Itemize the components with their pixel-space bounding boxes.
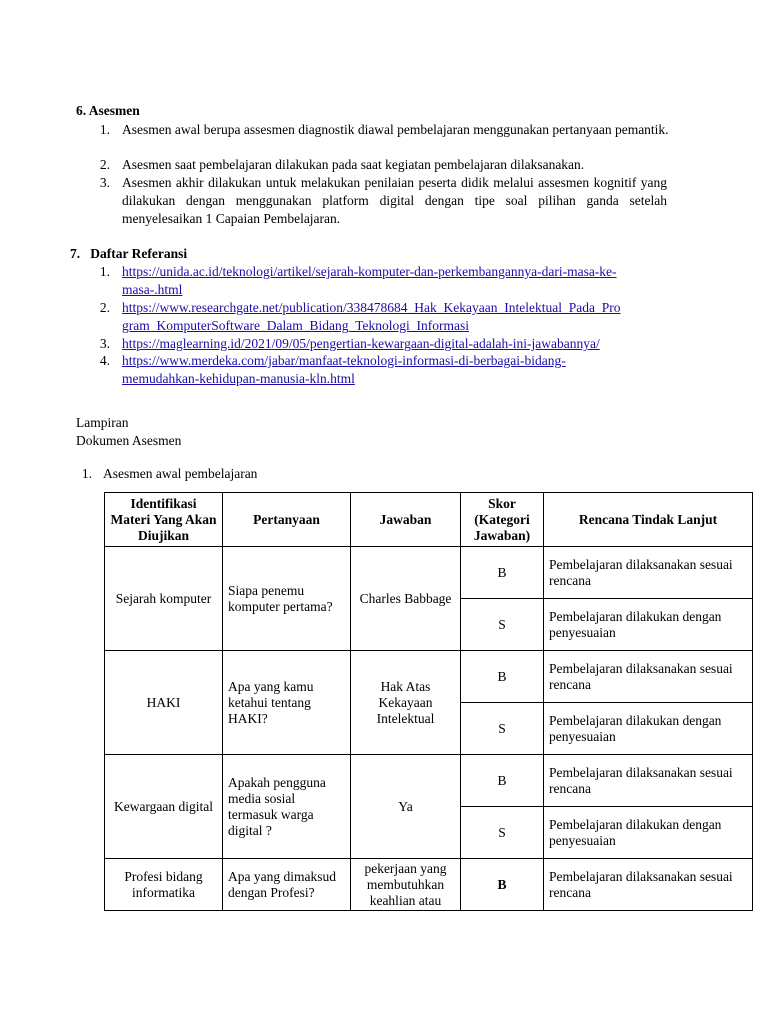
cell-rtl: Pembelajaran dilakukan dengan penyesuaian [544, 807, 753, 859]
lampiran-list-num: 1. [81, 466, 92, 481]
cell-skor: S [461, 807, 544, 859]
cell-jawaban: Charles Babbage [351, 547, 461, 651]
ref-4-num: 4. [99, 353, 110, 368]
ref-1-link-line1[interactable]: https://unida.ac.id/teknologi/artikel/sejarah-komputer-dan-perkembangannya-dari-masa-ke- [122, 264, 617, 279]
cell-rtl: Pembelajaran dilakukan dengan penyesuaian [544, 703, 753, 755]
cell-skor: B [461, 859, 544, 911]
table-row [105, 755, 753, 807]
cell-materi: HAKI [105, 651, 223, 755]
asesmen-item-2-num: 2. [99, 157, 110, 172]
cell-materi: Profesi bidang informatika [105, 859, 223, 911]
asesmen-item-3-num: 3. [99, 175, 110, 190]
asesmen-item-1-num: 1. [99, 122, 110, 137]
ref-4 [122, 352, 722, 388]
cell-pertanyaan: Siapa penemu komputer pertama? [223, 547, 351, 651]
cell-pertanyaan: Apakah pengguna media sosial termasuk warga digital ? [223, 755, 351, 859]
cell-pertanyaan: Apa yang kamu ketahui tentang HAKI? [223, 651, 351, 755]
ref-3-num: 3. [99, 336, 110, 351]
cell-skor: B [461, 755, 544, 807]
table-row [105, 651, 753, 703]
lampiran-list-text: Asesmen awal pembelajaran [103, 466, 258, 481]
ref-1-num: 1. [99, 264, 110, 279]
section-7-title: Daftar Referansi [90, 246, 188, 261]
section-6-heading [76, 103, 140, 119]
header-jawaban: Jawaban [351, 493, 461, 547]
asesmen-item-3-text: Asesmen akhir dilakukan untuk melakukan penilaian peserta didik melalui assesmen kognitif yang dilakukan dengan menggunakan platform digital dengan tipe soal pilihan ganda setelah menyelesaikan 1 Capaian Pembelajaran. [122, 175, 667, 226]
header-materi: Identifikasi Materi Yang Akan Diujikan [105, 493, 223, 547]
cell-materi: Kewargaan digital [105, 755, 223, 859]
ref-4-link-line1[interactable]: https://www.merdeka.com/jabar/manfaat-teknologi-informasi-di-berbagai-bidang- [122, 353, 566, 368]
ref-1-link-line2[interactable]: masa-.html [122, 282, 183, 297]
cell-jawaban: Ya [351, 755, 461, 859]
ref-3 [122, 335, 722, 353]
lampiran-subtitle: Dokumen Asesmen [76, 433, 182, 448]
cell-skor: B [461, 651, 544, 703]
ref-3-link-line1[interactable]: https://maglearning.id/2021/09/05/pengertian-kewargaan-digital-adalah-ini-jawabannya/ [122, 336, 600, 351]
ref-2 [122, 299, 722, 335]
cell-jawaban: Hak Atas Kekayaan Intelektual [351, 651, 461, 755]
asesmen-table [104, 492, 753, 911]
ref-2-link-line2[interactable]: gram_KomputerSoftware_Dalam_Bidang_Teknologi_Informasi [122, 318, 469, 333]
cell-jawaban: pekerjaan yang membutuhkan keahlian atau [351, 859, 461, 911]
section-7-number: 7. [70, 246, 81, 261]
cell-skor: S [461, 599, 544, 651]
cell-materi: Sejarah komputer [105, 547, 223, 651]
table-header-row [105, 493, 753, 547]
ref-2-link-line1[interactable]: https://www.researchgate.net/publication/338478684_Hak_Kekayaan_Intelektual_Pada_Pro [122, 300, 621, 315]
cell-rtl: Pembelajaran dilaksanakan sesuai rencana [544, 547, 753, 599]
ref-4-link-line2[interactable]: memudahkan-kehidupan-manusia-kln.html [122, 371, 355, 386]
table-row [105, 859, 753, 911]
cell-rtl: Pembelajaran dilakukan dengan penyesuaian [544, 599, 753, 651]
section-6-title: Asesmen [88, 103, 140, 118]
asesmen-item-2-text: Asesmen saat pembelajaran dilakukan pada saat kegiatan pembelajaran dilaksanakan. [122, 157, 585, 172]
cell-skor: B [461, 547, 544, 599]
ref-2-num: 2. [99, 300, 110, 315]
cell-rtl: Pembelajaran dilaksanakan sesuai rencana [544, 755, 753, 807]
cell-rtl: Pembelajaran dilaksanakan sesuai rencana [544, 651, 753, 703]
header-skor: Skor (Kategori Jawaban) [461, 493, 544, 547]
header-rtl: Rencana Tindak Lanjut [544, 493, 753, 547]
cell-rtl: Pembelajaran dilaksanakan sesuai rencana [544, 859, 753, 911]
header-pertanyaan: Pertanyaan [223, 493, 351, 547]
section-6-number: 6. [76, 103, 87, 118]
cell-pertanyaan: Apa yang dimaksud dengan Profesi? [223, 859, 351, 911]
asesmen-item-1-text: Asesmen awal berupa assesmen diagnostik diawal pembelajaran menggunakan pertanyaan pemantik. [122, 122, 669, 137]
ref-1 [122, 263, 722, 299]
section-7-heading [70, 246, 187, 262]
cell-skor: S [461, 703, 544, 755]
lampiran-title: Lampiran [76, 415, 129, 430]
table-row [105, 547, 753, 599]
